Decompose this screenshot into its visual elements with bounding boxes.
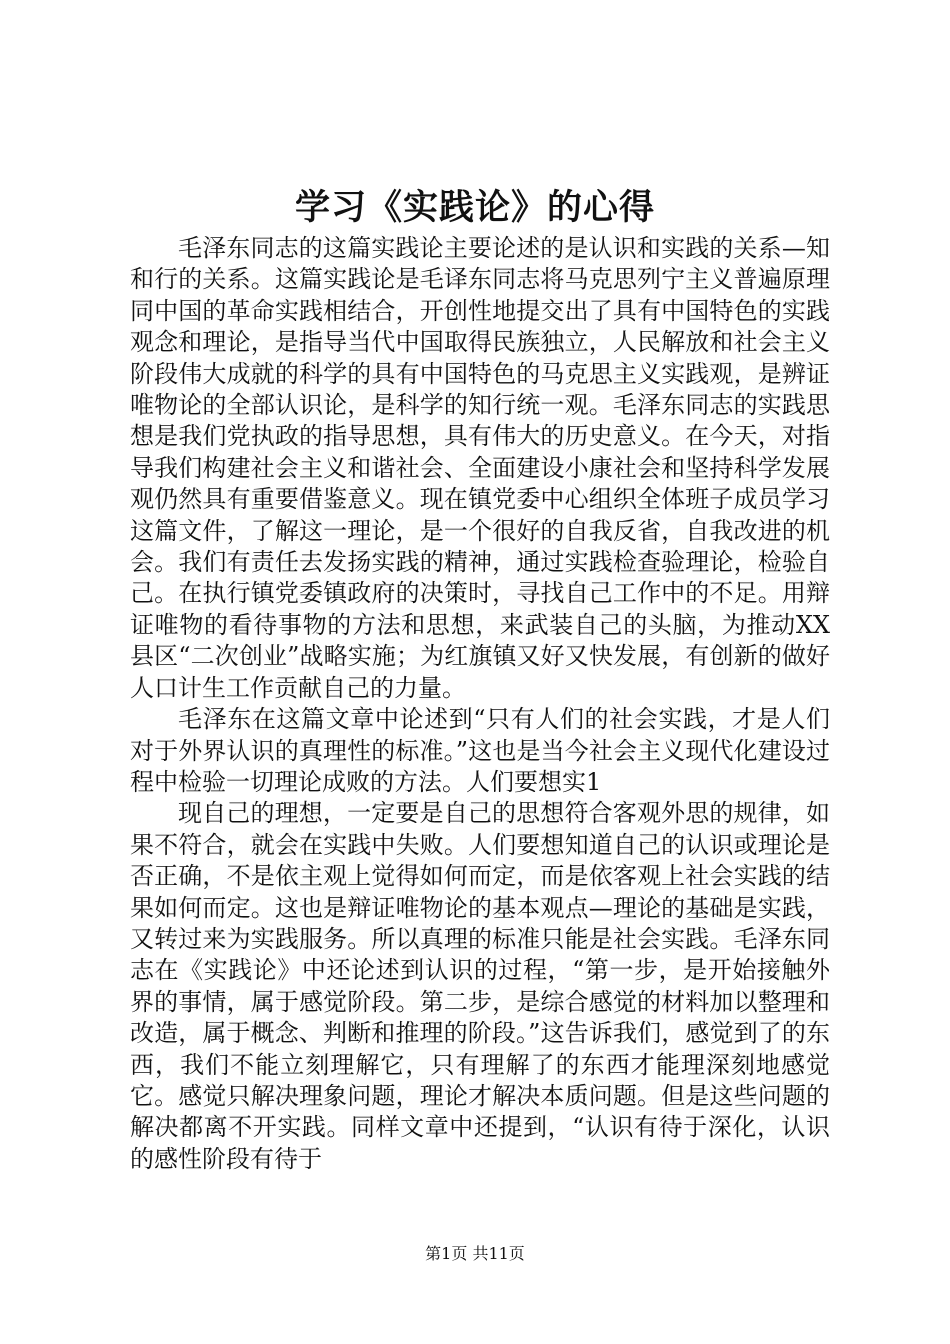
page-number-footer: 第1页 共11页 — [425, 1244, 525, 1263]
document-body — [130, 233, 830, 1175]
paragraph-2: 毛泽东在这篇文章中论述到“只有人们的社会实践，才是人们对于外界认识的真理性的标准。”这也是当今社会主义现代化建设过程中检验一切理论成败的方法。人们要想实1 — [130, 705, 830, 796]
paragraph-1: 毛泽东同志的这篇实践论主要论述的是认识和实践的关系—知和行的关系。这篇实践论是毛译东同志将马克思列宁主义普遍原理同中国的革命实践相结合，开创性地提交出了具有中国特色的实践观念和理论，是指导当代中国取得民族独立，人民解放和社会主义阶段伟大成就的科学的具有中国特色的马克思主义实践观，是辨证唯物论的全部认识论，是科学的知行统一观。毛泽东同志的实践思想是我们党执政的指导思想，具有伟大的历史意义。在今天，对指导我们构建社会主义和谐社会、全面建设小康社会和坚持科学发展观仍然具有重要借鉴意义。现在镇党委中心组织全体班子成员学习这篇文件，了解这一理论，是一个很好的自我反省，自我改进的机会。我们有责任去发扬实践的精神，通过实践检查验理论，检验自己。在执行镇党委镇政府的决策时，寻找自己工作中的不足。用辩证唯物的看待事物的方法和思想，来武装自己的头脑，为推动XX县区“二次创业”战略实施；为红旗镇又好又快发展，有创新的做好人口计生工作贡献自己的力量。 — [130, 234, 830, 702]
document-title: 学习《实践论》的心得 — [294, 188, 655, 228]
paragraph-3: 现自己的理想，一定要是自己的思想符合客观外思的规律，如果不符合，就会在实践中失败。人们要想知道自己的认识或理论是否正确，不是依主观上觉得如何而定，而是依客观上社会实践的结果如何而定。这也是辩证唯物论的基本观点—理论的基础是实践，又转过来为实践服务。所以真理的标准只能是社会实践。毛泽东同志在《实践论》中还论述到认识的过程，“第一步，是开始接触外界的事情，属于感觉阶段。第二步，是综合感觉的材料加以整理和改造，属于概念、判断和推理的阶段。”这告诉我们，感觉到了的东西，我们不能立刻理解它，只有理解了的东西才能理深刻地感觉它。感觉只解决理象问题，理论才解决本质问题。但是这些问题的解决都离不开实践。同样文章中还提到，“认识有待于深化，认识的感性阶段有待于 — [130, 799, 830, 1173]
